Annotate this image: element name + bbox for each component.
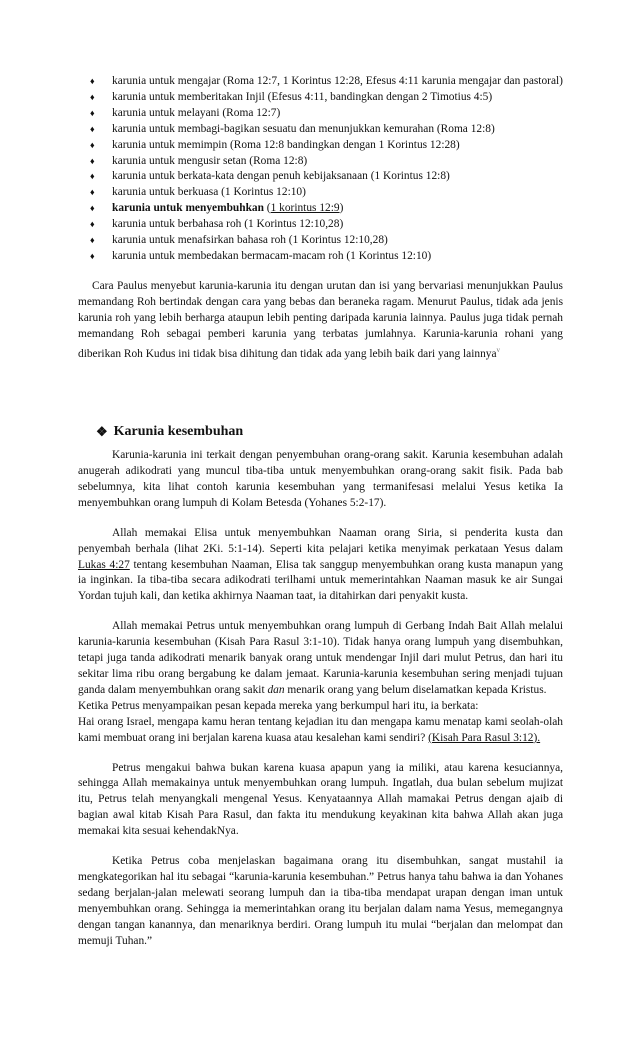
diamond-bullet-icon: ♦ (90, 187, 95, 198)
paragraph-peter-explains: Ketika Petrus coba menjelaskan bagaimana orang itu disembuhkan, sangat mustahil ia mengkategorikan hal itu sebagai “karunia-karunia kesembuhan.” Petrus hanya tahu bahwa ia dan Yohanes sedang berjalan-jalan melewati seorang lumpuh dan ia tiba-tiba mendapat urapan dengan iman untuk menyembuhkan orang. Sehingga ia memerintahkan orang itu berjalan dalam nama Yesus, memegangnya dengan tangan kanannya, dan menariknya berdiri. Orang lumpuh itu mulai “berjalan dan melompat dan memuji Tuhan.” (78, 855, 563, 947)
list-item: ♦ karunia untuk membagi-bagikan sesuatu dan menunjukkan kemurahan (Roma 12:8) (78, 122, 563, 138)
list-item: ♦ karunia untuk mengusir setan (Roma 12:8) (78, 154, 563, 170)
diamond-bullet-icon: ♦ (90, 155, 95, 166)
diamond-bullet-icon: ♦ (90, 235, 95, 246)
document-page (78, 74, 563, 949)
quote-intro: Ketika Petrus menyampaikan pesan kepada mereka yang berkumpul hari itu, ia berkata: (78, 699, 479, 712)
list-item: ♦ karunia untuk memimpin (Roma 12:8 bandingkan dengan 1 Korintus 12:28) (78, 138, 563, 154)
list-item: ♦ karunia untuk mengajar (Roma 12:7, 1 Korintus 12:28, Efesus 4:11 karunia mengajar dan pastoral) (78, 74, 563, 90)
scripture-link[interactable]: Lukas 4:27 (78, 558, 130, 571)
paragraph-peter-humility: Petrus mengakui bahwa bukan karena kuasa apapun yang ia miliki, atau karena kesuciannya, sehingga Allah memakainya untuk menyembuhkan orang lumpuh. Ingatlah, dua bulan sebelum mujizat itu, Petrus telah menyangkali mengenal Yesus. Kenyataannya Allah mamakai Petrus dengan ajaib di bagian awal kitab Kisah Para Rasul, dan fakta itu mendukung keyakinan kita bahwa Allah akan juga memakai kita sesuai kehendakNya. (78, 761, 563, 838)
quote-paragraph: Hai orang Israel, mengapa kamu heran tentang kejadian itu dan mengapa kamu menatap kami seolah-olah kami membuat orang ini berjalan karena kuasa atau kesalehan kami sendiri? (Kisah Para Rasul 3:12). (78, 715, 563, 744)
paragraph-healing-intro: Karunia-karunia ini terkait dengan penyembuhan orang-orang sakit. Karunia kesembuhan adalah anugerah adikodrati yang muncul tiba-tiba untuk menyembuhkan orang-orang sakit fisik. Pada bab sebelumnya, kita lihat contoh karunia kesembuhan yang termanifesasi melalui Yesus ketika Ia menyembuhkan orang lumpuh di Kolam Betesda (Yohanes 5:2-17). (78, 449, 563, 509)
diamond-bullet-icon: ♦ (90, 250, 95, 261)
scripture-link[interactable]: 1 korintus 12:9 (270, 202, 340, 215)
diamond-ornament-icon: ❖ (96, 424, 108, 440)
healing-gift-label: karunia untuk menyembuhkan (112, 202, 264, 215)
diamond-bullet-icon: ♦ (90, 123, 95, 134)
diamond-bullet-icon: ♦ (90, 91, 95, 102)
intro-paragraph: Cara Paulus menyebut karunia-karunia itu dengan urutan dan isi yang bervariasi menunjukkan Paulus memandang Roh bertindak dengan cara yang bebas dan beraneka ragam. Menurut Paulus, tidak ada jenis karunia roh yang lebih berharga ataupun lebih penting daripada karunia lainnya. Paulus juga tidak pernah memandang Roh sebagai pemberi karunia yang terbatas jumlahnya. Karunia-karunia rohani yang diberikan Roh Kudus ini tidak bisa dihitung dan tidak ada yang lebih baik dari yang lainnya$^v$ (78, 279, 563, 360)
paragraph-peter: Allah memakai Petrus untuk menyembuhkan orang lumpuh di Gerbang Indah Bait Allah melalui karunia-karunia kesembuhan (Kisah Para Rasul 3:1-10). Tidak hanya orang lumpuh yang disembuhkan, tetapi juga tanda adikodrati menarik banyak orang untuk mendengar Injil dari mulut Petrus, dan hari itu sekitar lima ribu orang bergabung ke dalam jemaat. Karunia-karunia kesembuhan sering menjadi tujuan ganda dalam menyembuhkan orang sakit dan menarik orang yang belum diselamatkan kepada Kristus. (78, 620, 563, 696)
scripture-link[interactable]: (Kisah Para Rasul 3:12). (428, 731, 541, 744)
list-item: ♦ karunia untuk melayani (Roma 12:7) (78, 106, 563, 122)
section-heading (96, 424, 563, 440)
list-item-healing: ♦ karunia untuk menyembuhkan (1 korintus 12:9) (78, 201, 563, 217)
list-item: ♦ karunia untuk berkuasa (1 Korintus 12:10) (78, 185, 563, 201)
diamond-bullet-icon: ♦ (90, 107, 95, 118)
diamond-bullet-icon: ♦ (90, 219, 95, 230)
diamond-bullet-icon: ♦ (90, 171, 95, 182)
footnote-marker: v (496, 345, 501, 354)
diamond-bullet-icon: ♦ (90, 203, 95, 214)
diamond-bullet-icon: ♦ (90, 76, 95, 86)
list-item: ♦ karunia untuk memberitakan Injil (Efesus 4:11, bandingkan dengan 2 Timotius 4:5) (78, 90, 563, 106)
list-item: ♦ karunia untuk berkata-kata dengan penuh kebijaksanaan (1 Korintus 12:8) (78, 169, 563, 185)
section-title: Karunia kesembuhan (113, 424, 244, 440)
diamond-bullet-icon: ♦ (90, 139, 95, 150)
spiritual-gifts-list (78, 74, 563, 265)
list-item: ♦ karunia untuk berbahasa roh (1 Korintus 12:10,28) (78, 217, 563, 233)
list-item: ♦ karunia untuk menafsirkan bahasa roh (1 Korintus 12:10,28) (78, 233, 563, 249)
emphasis-text: dan (267, 683, 285, 696)
list-item: ♦ karunia untuk membedakan bermacam-macam roh (1 Korintus 12:10) (78, 249, 563, 265)
paragraph-elisha: Allah memakai Elisa untuk menyembuhkan Naaman orang Siria, si penderita kusta dan penyembah berhala (lihat 2Ki. 5:1-14). Seperti kita pelajari ketika menyimak perkataan Yesus dalam Lukas 4:27 tentang kesembuhan Naaman, Elisa tak sanggup menyembuhkan orang kusta manapun yang ia inginkan. Ia tiba-tiba secara adikodrati terilhami untuk memerintahkan Naaman masuk ke air Sungai Yordan tujuh kali, dan ketika akhirnya Naaman taat, ia ditahirkan dari penyakit kusta. (78, 526, 564, 603)
